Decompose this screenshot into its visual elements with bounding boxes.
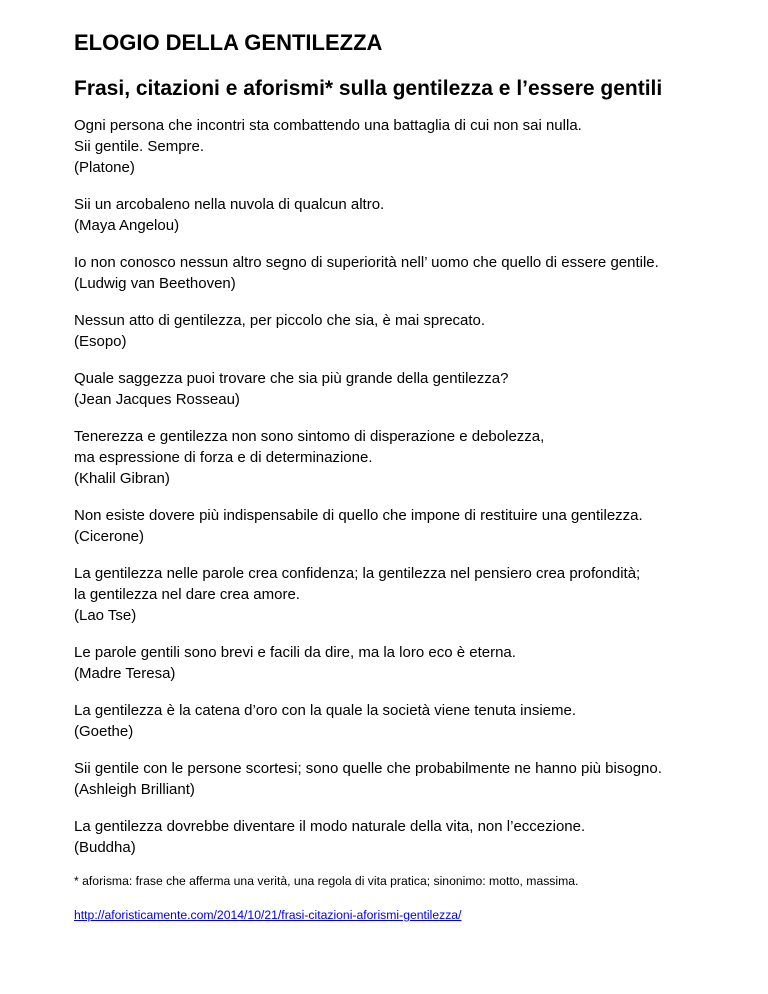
quote-text-line: La gentilezza dovrebbe diventare il modo naturale della vita, non l’eccezione. [74,818,586,835]
quote-author: (Cicerone) [74,528,145,545]
quote-text-line: la gentilezza nel dare crea amore. [74,586,300,603]
quote-item [74,700,754,742]
quote-text-line: ma espressione di forza e di determinazione. [74,449,373,466]
quote-author: (Esopo) [74,333,127,350]
quote-author: (Ashleigh Brilliant) [74,781,195,798]
source-link[interactable]: http://aforisticamente.com/2014/10/21/frasi-citazioni-aforismi-gentilezza/ [74,908,462,922]
quote-text-line: Sii gentile con le persone scortesi; sono quelle che probabilmente ne hanno più bisogno. [74,760,662,777]
quote-author: (Goethe) [74,723,134,740]
quote-list [74,115,754,858]
quote-item [74,115,754,178]
page-title: ELOGIO DELLA GENTILEZZA [74,30,383,55]
quote-author: (Platone) [74,159,135,176]
page-subtitle: Frasi, citazioni e aforismi* sulla gentilezza e l’essere gentili [74,77,663,100]
quote-item [74,252,754,294]
quote-item [74,505,754,547]
quote-author: (Buddha) [74,839,136,856]
quote-author: (Ludwig van Beethoven) [74,275,236,292]
quote-text-line: Nessun atto di gentilezza, per piccolo che sia, è mai sprecato. [74,312,486,329]
document-page [74,28,754,924]
quote-item [74,758,754,800]
quote-author: (Madre Teresa) [74,665,176,682]
quote-item [74,642,754,684]
quote-text-line: Quale saggezza puoi trovare che sia più grande della gentilezza? [74,370,509,387]
quote-text-line: Non esiste dovere più indispensabile di quello che impone di restituire una gentilezza. [74,507,643,524]
quote-text-line: Tenerezza e gentilezza non sono sintomo di disperazione e debolezza, [74,428,545,445]
quote-item [74,426,754,489]
quote-item [74,194,754,236]
quote-text-line: Io non conosco nessun altro segno di superiorità nell’ uomo che quello di essere gentile. [74,254,659,271]
quote-author: (Jean Jacques Rosseau) [74,391,240,408]
quote-item [74,563,754,626]
quote-text-line: Sii un arcobaleno nella nuvola di qualcun altro. [74,196,385,213]
quote-item [74,310,754,352]
quote-text-line: Sii gentile. Sempre. [74,138,205,155]
quote-author: (Lao Tse) [74,607,137,624]
quote-item [74,816,754,858]
quote-author: (Khalil Gibran) [74,470,170,487]
quote-text-line: La gentilezza è la catena d’oro con la quale la società viene tenuta insieme. [74,702,576,719]
quote-text-line: Ogni persona che incontri sta combattendo una battaglia di cui non sai nulla. [74,117,582,134]
footnote: * aforisma: frase che afferma una verità, una regola di vita pratica; sinonimo: motto, massima. [74,874,579,888]
quote-item [74,368,754,410]
quote-text-line: La gentilezza nelle parole crea confidenza; la gentilezza nel pensiero crea profondità; [74,565,641,582]
quote-text-line: Le parole gentili sono brevi e facili da dire, ma la loro eco è eterna. [74,644,516,661]
quote-author: (Maya Angelou) [74,217,180,234]
